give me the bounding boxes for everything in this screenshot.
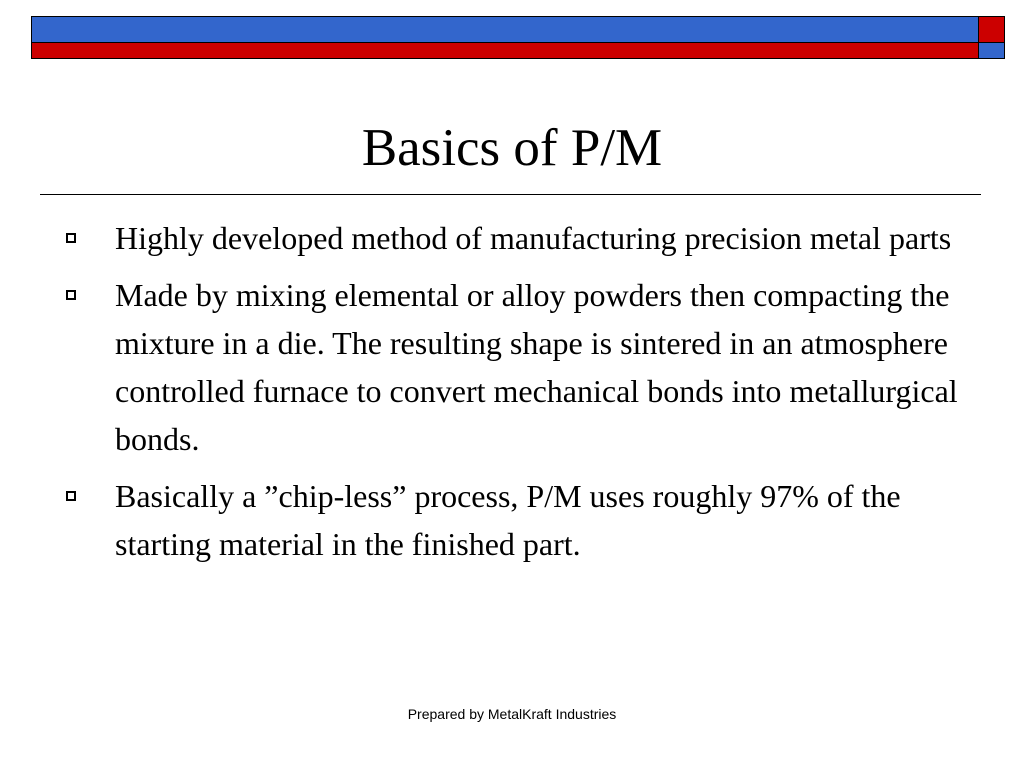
title-divider (40, 194, 981, 195)
banner-blue-square (978, 42, 1005, 59)
banner-red-square (978, 16, 1005, 43)
banner-blue-bar (31, 16, 979, 43)
hollow-square-bullet-icon (66, 290, 76, 300)
bullet-item (64, 271, 974, 463)
slide-title: Basics of P/M (361, 119, 663, 177)
bullet-item (64, 472, 974, 568)
slide-footer: Prepared by MetalKraft Industries (407, 706, 617, 722)
banner-red-bar (31, 42, 979, 59)
bullet-item (64, 214, 974, 262)
bullet-text: Made by mixing elemental or alloy powders then compacting the mixture in a die. The resulting shape is sintered in an atmosphere controlled furnace to convert mechanical bonds into metallurgical bonds. (115, 277, 958, 457)
hollow-square-bullet-icon (66, 491, 76, 501)
hollow-square-bullet-icon (66, 233, 76, 243)
bullet-list (64, 214, 974, 577)
bullet-text: Basically a ”chip-less” process, P/M uses roughly 97% of the starting material in the finished part. (115, 478, 901, 562)
bullet-text: Highly developed method of manufacturing precision metal parts (115, 220, 952, 256)
